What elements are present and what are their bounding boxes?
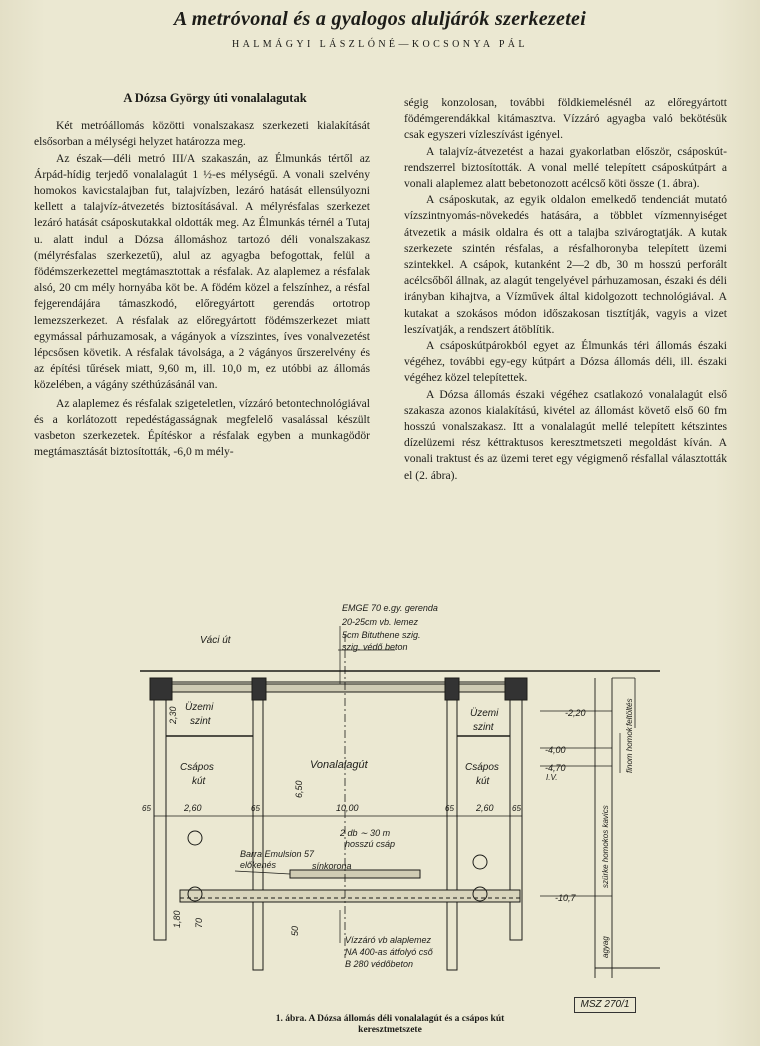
- label-iv: I.V.: [546, 773, 558, 782]
- label-uzemi-left-2: szint: [190, 716, 211, 727]
- section-heading: A Dózsa György úti vonalalagutak: [123, 91, 307, 105]
- label-csap-1: 2 db ∼ 30 m: [340, 828, 391, 838]
- paragraph: A Dózsa állomás északi végéhez csatlakozó vonalalagút első szakasza azonos kialakítású, kivétel az állomást követő első 60 fm hosszú vonalszakasz. Itt a vonalalagút mellé telepített kétszintes dízelüzemi rész kéttraktusos keresztmetszeti megoldást kíván. A vonali traktust és az üzemi teret egy végigmenő résfallal választották el (2. ábra).: [404, 387, 727, 482]
- label-vonalalagut: Vonalalagút: [310, 759, 368, 771]
- label-uzemi-left-1: Üzemi: [185, 702, 214, 713]
- dim-65-c: 65: [445, 804, 454, 813]
- wall-inner-right: [447, 700, 457, 970]
- wall-cap-inner-left: [252, 678, 266, 700]
- paragraph: Két metróállomás közötti vonalszakasz szerkezeti kialakítását elsősorban a mélységi helyzet határozza meg.: [34, 119, 370, 149]
- label-vedo-beton: szig. védő beton: [342, 642, 408, 652]
- level-10-7: -10,7: [555, 893, 576, 903]
- dim-70: 70: [194, 917, 204, 928]
- label-csapos-right-1: Csápos: [465, 762, 499, 773]
- level-2-20: -2,20: [565, 708, 586, 718]
- label-emge: EMGE 70 e.gy. gerenda: [342, 603, 438, 613]
- paragraph-continuation: ségig konzolosan, további földkiemelésnél az előregyártott födémgerendákkal kitámasztva. Vízzáró agyagba való bekötésük csak egyszeri vízleszívást igényel.: [404, 96, 727, 142]
- label-finom-homok: finom homok: [625, 727, 634, 773]
- label-bituthene: 5cm Bituthene szig.: [342, 630, 421, 640]
- dim-2-30: 2,30: [168, 706, 178, 724]
- wall-inner-left: [253, 700, 263, 970]
- dim-65-a: 65: [142, 804, 151, 813]
- level-4-00: -4,00: [545, 745, 566, 755]
- label-vb-lemez: 20-25cm vb. lemez: [342, 617, 419, 627]
- paragraph: Az alaplemez és résfalak szigeteletlen, vízzáró betontechnológiával és a korlátozott repedéstágasságnak megfelelő vasalással készült vasbeton szerkezetek. Építéskor a résfalak egyben a munkagödör megtámasztását biztosították, -6,0 m mély-: [34, 396, 370, 459]
- dim-65-b: 65: [251, 804, 260, 813]
- label-vedobeton: B 280 védőbeton: [345, 959, 414, 969]
- label-agyag: agyag: [601, 936, 610, 958]
- level-4-70: -4,70: [545, 763, 566, 773]
- dim-10-00: 10,00: [336, 803, 359, 813]
- dim-50: 50: [290, 925, 300, 936]
- paragraph: A csáposkútpárokból egyet az Élmunkás téri állomás északi végéhez, további egy-egy kútpárt a Dózsa állomás déli, ill. északi végéhez közel telepítettek.: [404, 339, 727, 385]
- standard-stamp: MSZ 270/1: [574, 997, 636, 1013]
- wall-right: [510, 700, 522, 940]
- dim-65-d: 65: [512, 804, 521, 813]
- figure-caption: [200, 1014, 580, 1036]
- label-csap-2: hosszú csáp: [345, 839, 396, 849]
- label-sinkorona: sínkorona: [312, 861, 352, 871]
- label-atfolyo-cso: NA 400-as átfolyó cső: [345, 947, 433, 957]
- roof-slab: [160, 684, 515, 692]
- caption-line-1: 1. ábra. A Dózsa állomás déli vonalalagút és a csápos kút: [275, 1014, 505, 1024]
- article-authors: HALMÁGYI LÁSZLÓNÉ—KOCSONYA PÁL: [232, 39, 528, 50]
- label-feltoltes: feltöltés: [625, 698, 634, 726]
- dim-1-80: 1,80: [172, 910, 182, 928]
- label-alaplemez: Vízzáró vb alaplemez: [345, 935, 432, 945]
- label-kavics: szürke homokos kavics: [601, 805, 610, 888]
- label-uzemi-right-2: szint: [473, 722, 494, 733]
- label-csapos-left-1: Csápos: [180, 762, 214, 773]
- label-uzemi-right-1: Üzemi: [470, 708, 499, 719]
- label-csapos-left-2: kút: [192, 776, 206, 787]
- base-slab: [180, 890, 520, 902]
- wall-cap-left: [150, 678, 172, 700]
- label-vaci-ut: Váci út: [200, 635, 231, 646]
- dim-2-60-right: 2,60: [476, 803, 494, 813]
- dim-6-50: 6,50: [294, 780, 304, 798]
- wall-cap-right: [505, 678, 527, 700]
- caption-line-2: keresztmetszete: [358, 1025, 422, 1035]
- article-title: A metróvonal és a gyalogos aluljárók szerkezetei: [173, 8, 587, 30]
- label-barra-1: Barra Emulsion 57: [240, 849, 315, 859]
- left-column: [34, 90, 370, 460]
- right-column: [404, 95, 727, 484]
- paragraph: A csáposkutak, az egyik oldalon emelkedő tendenciát mutató vízszintnyomás-növekedés hatására, a többlet vízmennyiséget átvezetik a másik oldalra és ott a talajba szivárogtatják. A kutak szerkezete szintén résfalas, a résfalhoronyba telepített üzemi szintekkel. A csápok, kutanként 2—2 db, 30 m hosszú perforált acélcsőből állnak, az alagút tengelyével párhuzamosan, északi és déli irányban kihajtva, a Vízművek által kidolgozott technológiával. A kutakat a szokásos módon időszakosan tisztítják, vagyis a vizet leszívatják, a rendszert átöblítik.: [404, 193, 727, 336]
- paragraph: A talajvíz-átvezetést a hazai gyakorlatban először, csáposkút-rendszerrel biztosították. A vonal mellé telepített csáposkútpárt a vonali alaplemez alatt bebetonozott acélcső köti össze (1. ábra).: [404, 144, 727, 191]
- cross-section-figure: [140, 598, 660, 998]
- label-csapos-right-2: kút: [476, 776, 490, 787]
- wall-left: [154, 700, 166, 940]
- paragraph: Az észak—déli metró III/A szakaszán, az Élmunkás tértől az Árpád-hídig terjedő vonalalagút 1 ½-es mélységű. A vonali szelvény homokos kavicstalajban fut, talajvízben, lezáró hatását ellensúlyozni kellett a talajvíz-átvezetés biztosításával. A mélyrésfalas szerkezet lezáró hatását csáposkutakkal oldották meg. Az Élmunkás térnél a Tutaj u. alatt indul a Dózsa állomáshoz tartozó déli vonalszakasz (mélyrésfalas szerkezetű), alul az agyagba befogottak, felül a födémszerkezettel megtámasztottak a résfalak. Az alaplemez a résfalak alsó, 20 cm mély hornyába köt be. A födém közel a felszínhez, a résfal fejgerendájára támaszkodó, előregyártott gerendás ortotrop lemezszerkezet. A résfalak az előregyártott födémszerkezet miatt egymással párhuzamosak, a vágányok a vízszintes, íves vonalvezetést lépcsősen követik. A résfalak távolsága, a 2 vágányos űrszerelvény és az építési tűrések miatt, 9,60 m, ill. 10,0 m, ez utóbbi az állomás közelében, a vágány széthúzásánál van.: [34, 151, 370, 392]
- dim-2-60-left: 2,60: [184, 803, 202, 813]
- wall-cap-inner-right: [445, 678, 459, 700]
- label-barra-2: előkenés: [240, 860, 277, 870]
